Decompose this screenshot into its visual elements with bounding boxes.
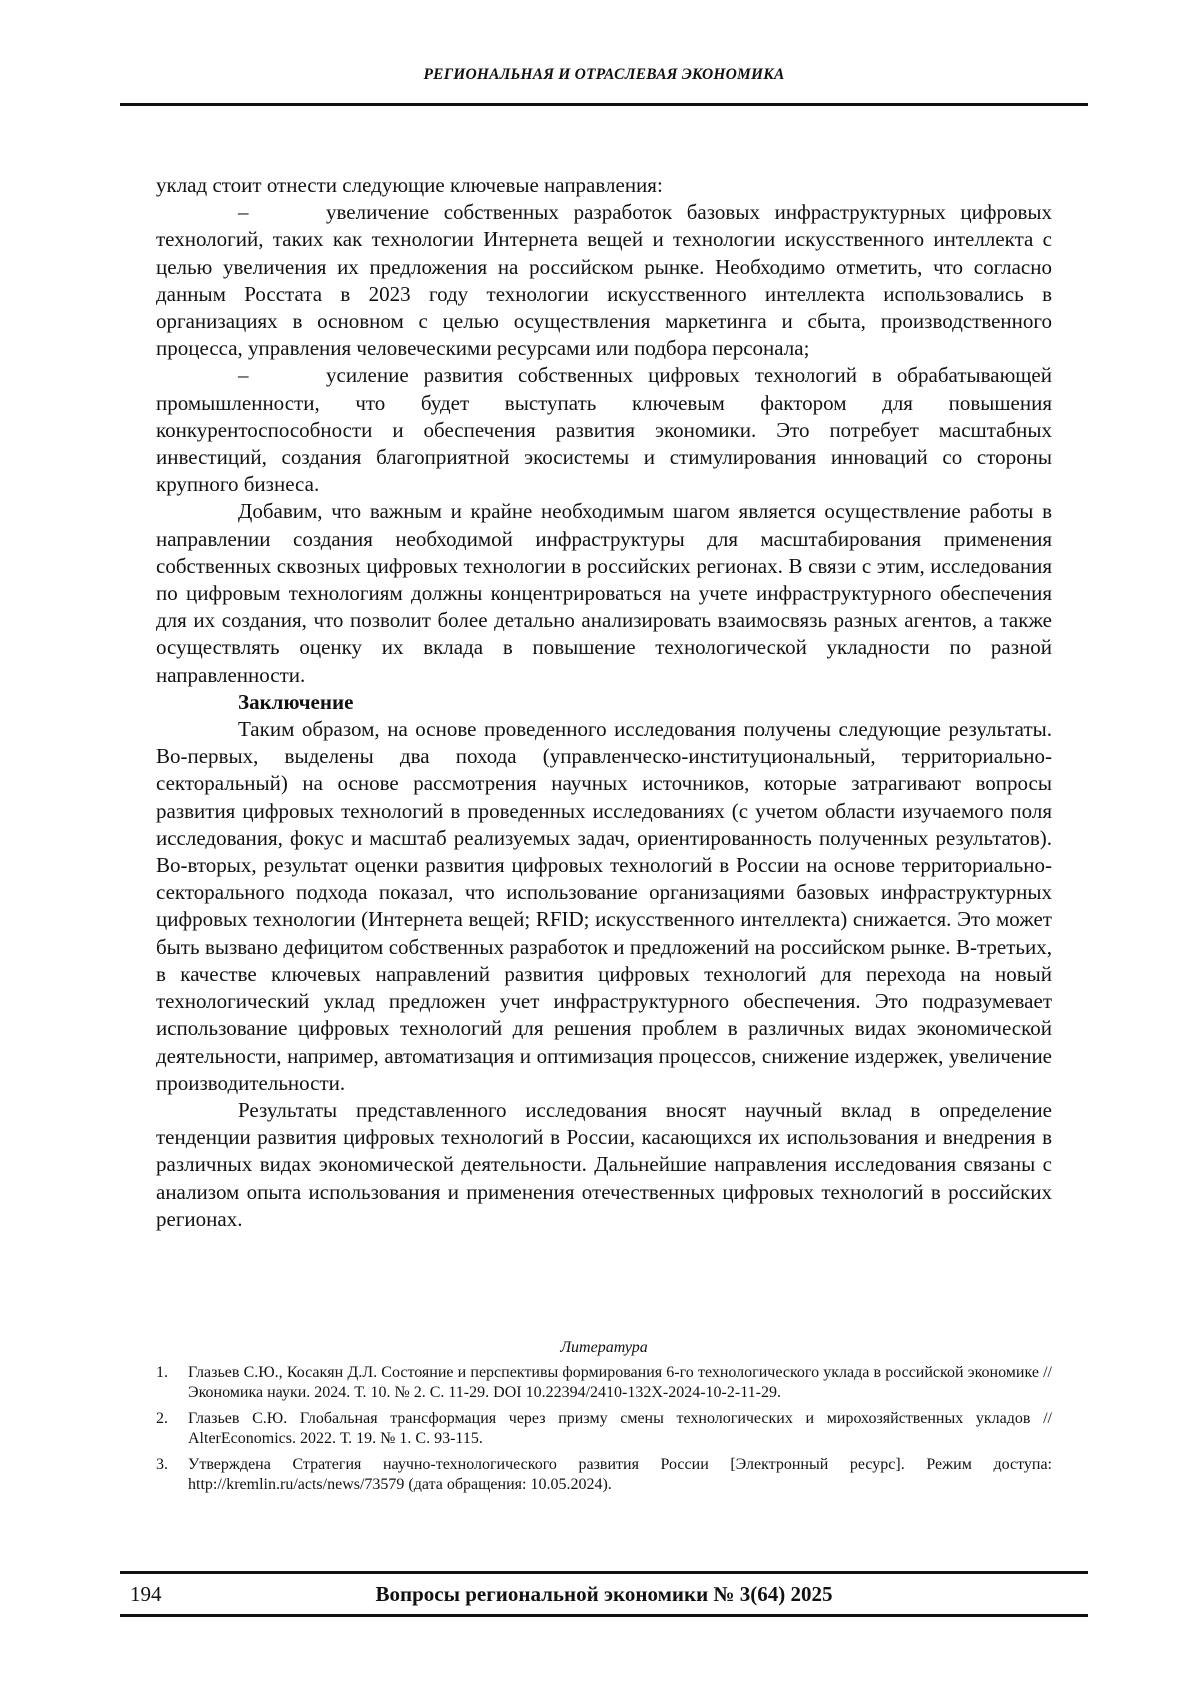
reference-number: 2. — [156, 1409, 168, 1427]
reference-number: 3. — [156, 1455, 168, 1473]
references-list — [156, 1363, 1052, 1496]
bullet-item-1 — [156, 199, 1052, 362]
journal-title: Вопросы региональной экономики № 3(64) 2025 — [375, 1582, 833, 1606]
conclusion-paragraph-1: Таким образом, на основе проведенного исследования получены следующие результаты. Во-первых, выделены два похода (управленческо-институциональный, территориально-секторальный) на основе рассмотрения научных источников, которые затрагивают вопросы развития цифровых технологий в проведенных исследованиях (с учетом области изучаемого поля исследования, фокус и масштаб реализуемых задач, ориентированность полученных результатов). Во-вторых, результат оценки развития цифровых технологий в России на основе территориально-секторального подхода показал, что использование организациями базовых инфраструктурных цифровых технологии (Интернета вещей; RFID; искусственного интеллекта) снижается. Это может быть вызвано дефицитом собственных разработок и предложений на российском рынке. В-третьих, в качестве ключевых направлений развития цифровых технологий для перехода на новый технологический уклад предложен учет инфраструктурного обеспечения. Это подразумевает использование цифровых технологий для решения проблем в различных видах экономической деятельности, например, автоматизация и оптимизация процессов, снижение издержек, увеличение производительности. — [156, 717, 1052, 1095]
page-footer — [120, 1578, 1088, 1610]
reference-text: Утверждена Стратегия научно-технологического развития России [Электронный ресурс]. Режим доступа: http://kremlin.ru/acts/news/73579 (дата обращения: 10.05.2024). — [188, 1455, 1052, 1493]
reference-text: Глазьев С.Ю., Косакян Д.Л. Состояние и перспективы формирования 6-го технологического уклада в российской экономике // Экономика науки. 2024. Т. 10. № 2. С. 11-29. DOI 10.22394/2410-132X-2024-10-2-11-29. — [188, 1363, 1052, 1401]
references — [156, 1338, 1052, 1501]
reference-item — [156, 1363, 1052, 1404]
reference-number: 1. — [156, 1363, 168, 1381]
bullet-text: усиление развития собственных цифровых технологий в обрабатывающей промышленности, что будет выступать ключевым фактором для повышения конкурентоспособности и обеспечения развития экономики. Это потребует масштабных инвестиций, создания благоприятной экосистемы и стимулирования инноваций со стороны крупного бизнеса. — [156, 363, 1052, 497]
article-body — [156, 172, 1052, 1233]
paragraph-infrastructure: Добавим, что важным и крайне необходимым шагом является осуществление работы в направлении создания необходимой инфраструктуры для масштабирования применения собственных сквозных цифровых технологии в российских регионах. В связи с этим, исследования по цифровым технологиям должны концентрироваться на учете инфраструктурного обеспечения для их создания, что позволит более детально анализировать взаимосвязь разных агентов, а также осуществлять оценку их вклада в повышение технологической укладности по разной направленности. — [156, 499, 1052, 687]
references-title: Литература — [560, 1339, 648, 1356]
bullet-item-2 — [156, 362, 1052, 498]
bullet-dash: – — [238, 363, 249, 388]
bullet-text: увеличение собственных разработок базовых инфраструктурных цифровых технологий, таких как технологии Интернета вещей и технологии искусственного интеллекта с целью увеличения их предложения на российском рынке. Необходимо отметить, что согласно данным Росстата в 2023 году технологии искусственного интеллекта использовались в организациях в основном с целью осуществления маркетинга и сбыта, производственного процесса, управления человеческими ресурсами или подбора персонала; — [156, 200, 1052, 361]
conclusion-paragraph-2: Результаты представленного исследования вносят научный вклад в определение тенденции развития цифровых технологий в России, касающихся их использования и внедрения в различных видах экономической деятельности. Дальнейшие направления исследования связаны с анализом опыта использования и применения отечественных цифровых технологий в российских регионах. — [156, 1097, 1052, 1231]
bullet-dash: – — [238, 200, 249, 225]
page-number: 194 — [130, 1582, 162, 1606]
intro-line: уклад стоит отнести следующие ключевые направления: — [156, 173, 663, 197]
reference-item — [156, 1409, 1052, 1450]
footer-rule-bottom — [120, 1614, 1088, 1617]
reference-text: Глазьев С.Ю. Глобальная трансформация через призму смены технологических и мирохозяйственных укладов // AlterEconomics. 2022. Т. 19. № 1. С. 93-115. — [188, 1409, 1052, 1447]
footer-rule-top — [120, 1571, 1088, 1574]
header-rule — [120, 103, 1088, 106]
conclusion-heading: Заключение — [238, 689, 354, 714]
running-title: РЕГИОНАЛЬНАЯ И ОТРАСЛЕВАЯ ЭКОНОМИКА — [423, 66, 785, 83]
reference-item — [156, 1455, 1052, 1496]
